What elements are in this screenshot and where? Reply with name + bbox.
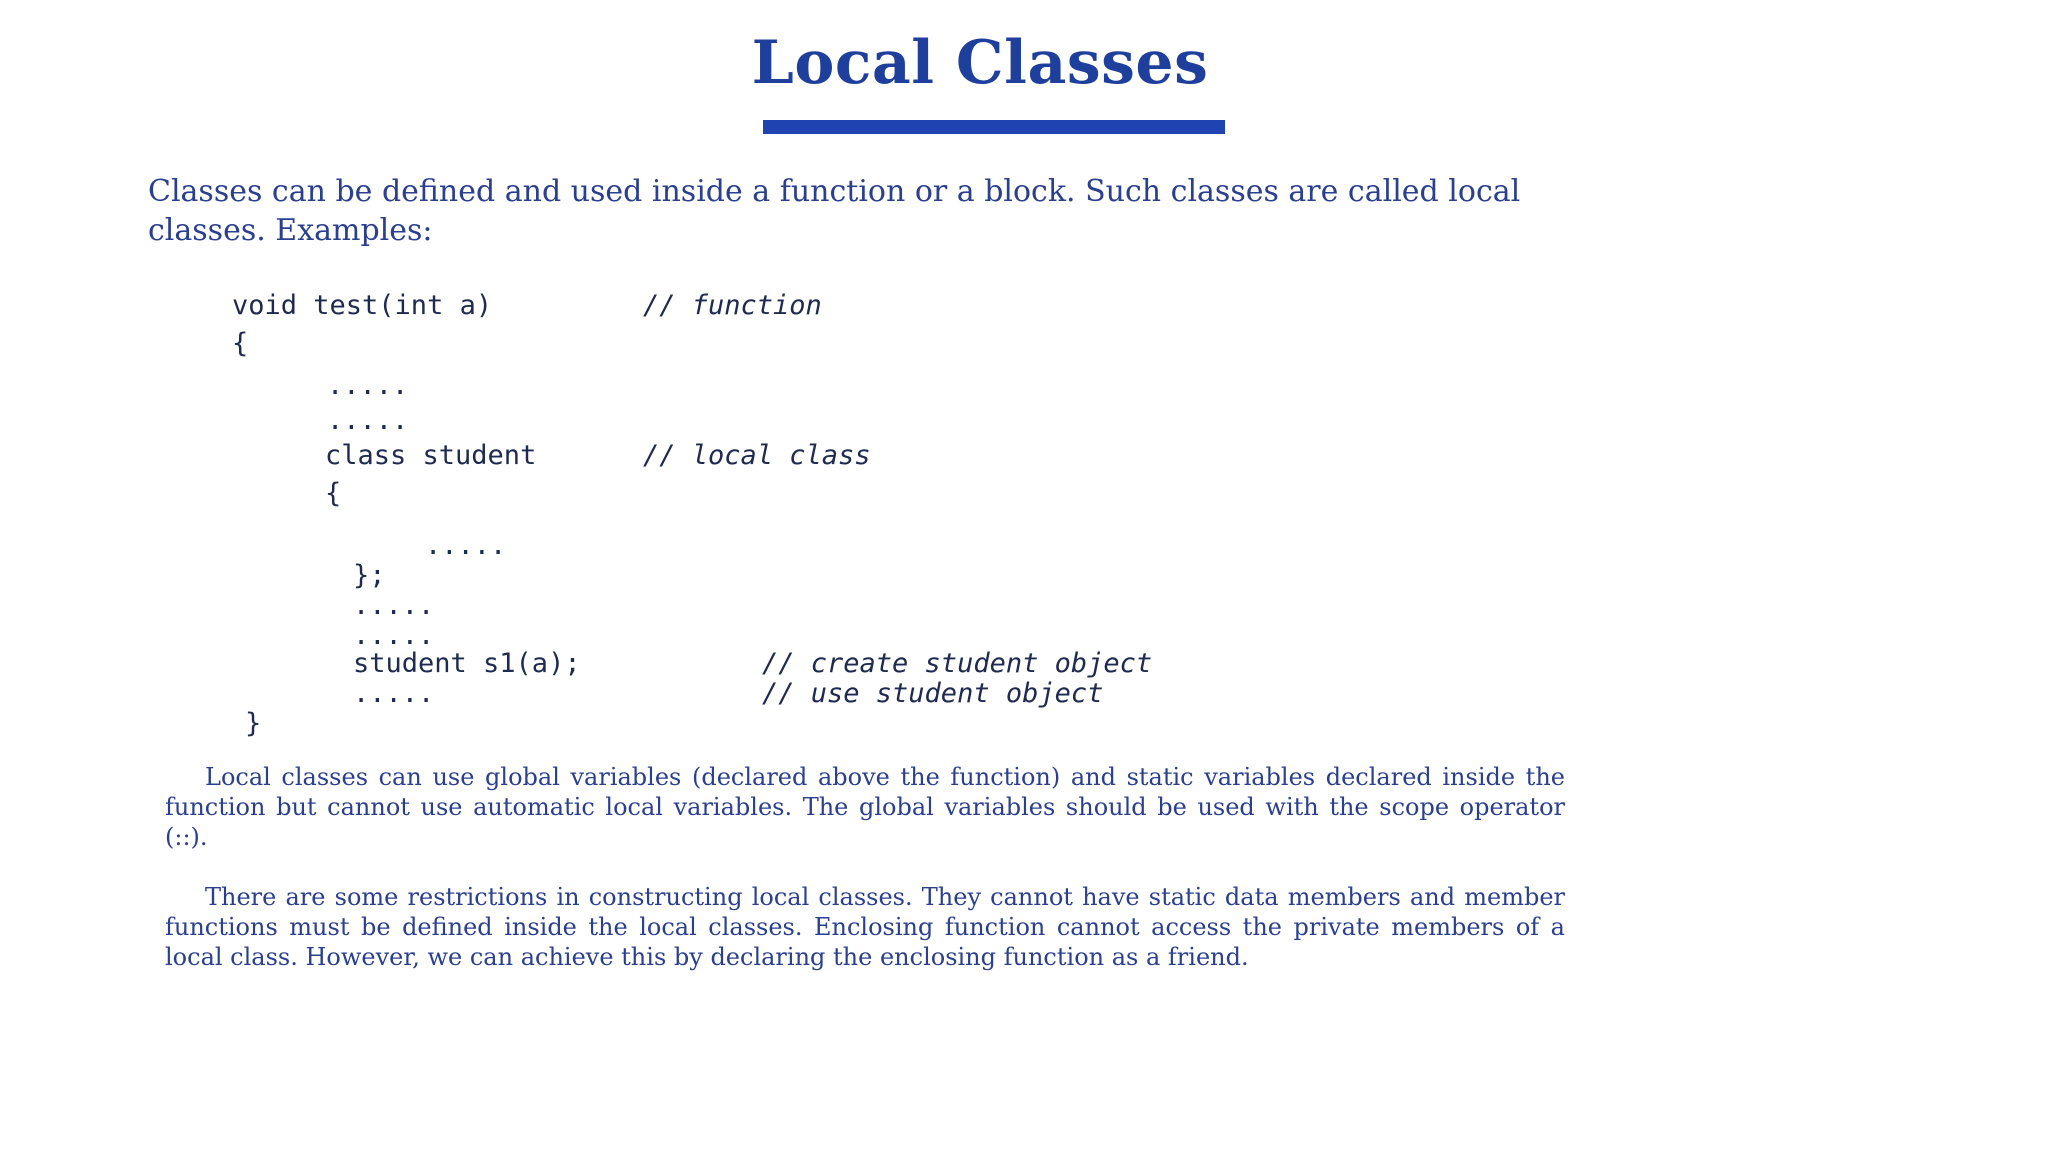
paragraph-global-variables: Local classes can use global variables (declared above the function) and static variables declared inside the function but cannot use automatic local variables. The global variables should be used with the scope operator (::). xyxy=(165,763,1565,851)
code-comment-function: // function xyxy=(643,290,822,321)
code-line-ellipsis: ..... xyxy=(425,530,507,561)
paragraph-restrictions: There are some restrictions in constructing local classes. They cannot have static data members and member functions must be defined inside the local classes. Enclosing function cannot access the private members of a local class. However, we can achieve this by declaring the enclosing function as a friend. xyxy=(165,883,1565,971)
title-underline xyxy=(763,120,1225,134)
code-line-open-brace: { xyxy=(232,328,249,359)
code-line-ellipsis: ..... xyxy=(327,370,409,401)
code-line-ellipsis: ..... xyxy=(353,590,435,621)
intro-text: Classes can be defined and used inside a function or a block. Such classes are called local classes. Examples: xyxy=(148,174,1521,248)
code-comment-create-object: // create student object xyxy=(762,648,1153,679)
code-line-ellipsis: ..... xyxy=(353,620,435,651)
code-line-function-close-brace: } xyxy=(245,708,262,739)
code-comment-local-class: // local class xyxy=(643,440,871,471)
code-line-class-open-brace: { xyxy=(325,478,342,509)
code-line-create-object: student s1(a); xyxy=(353,648,581,679)
page-title: Local Classes xyxy=(751,28,1209,98)
code-line-ellipsis: ..... xyxy=(353,678,435,709)
code-line-ellipsis: ..... xyxy=(327,405,409,436)
code-line-class-close-brace: }; xyxy=(353,560,386,591)
code-line-class-student: class student xyxy=(325,440,537,471)
code-line-function-signature: void test(int a) xyxy=(232,290,493,321)
code-comment-use-object: // use student object xyxy=(762,678,1104,709)
